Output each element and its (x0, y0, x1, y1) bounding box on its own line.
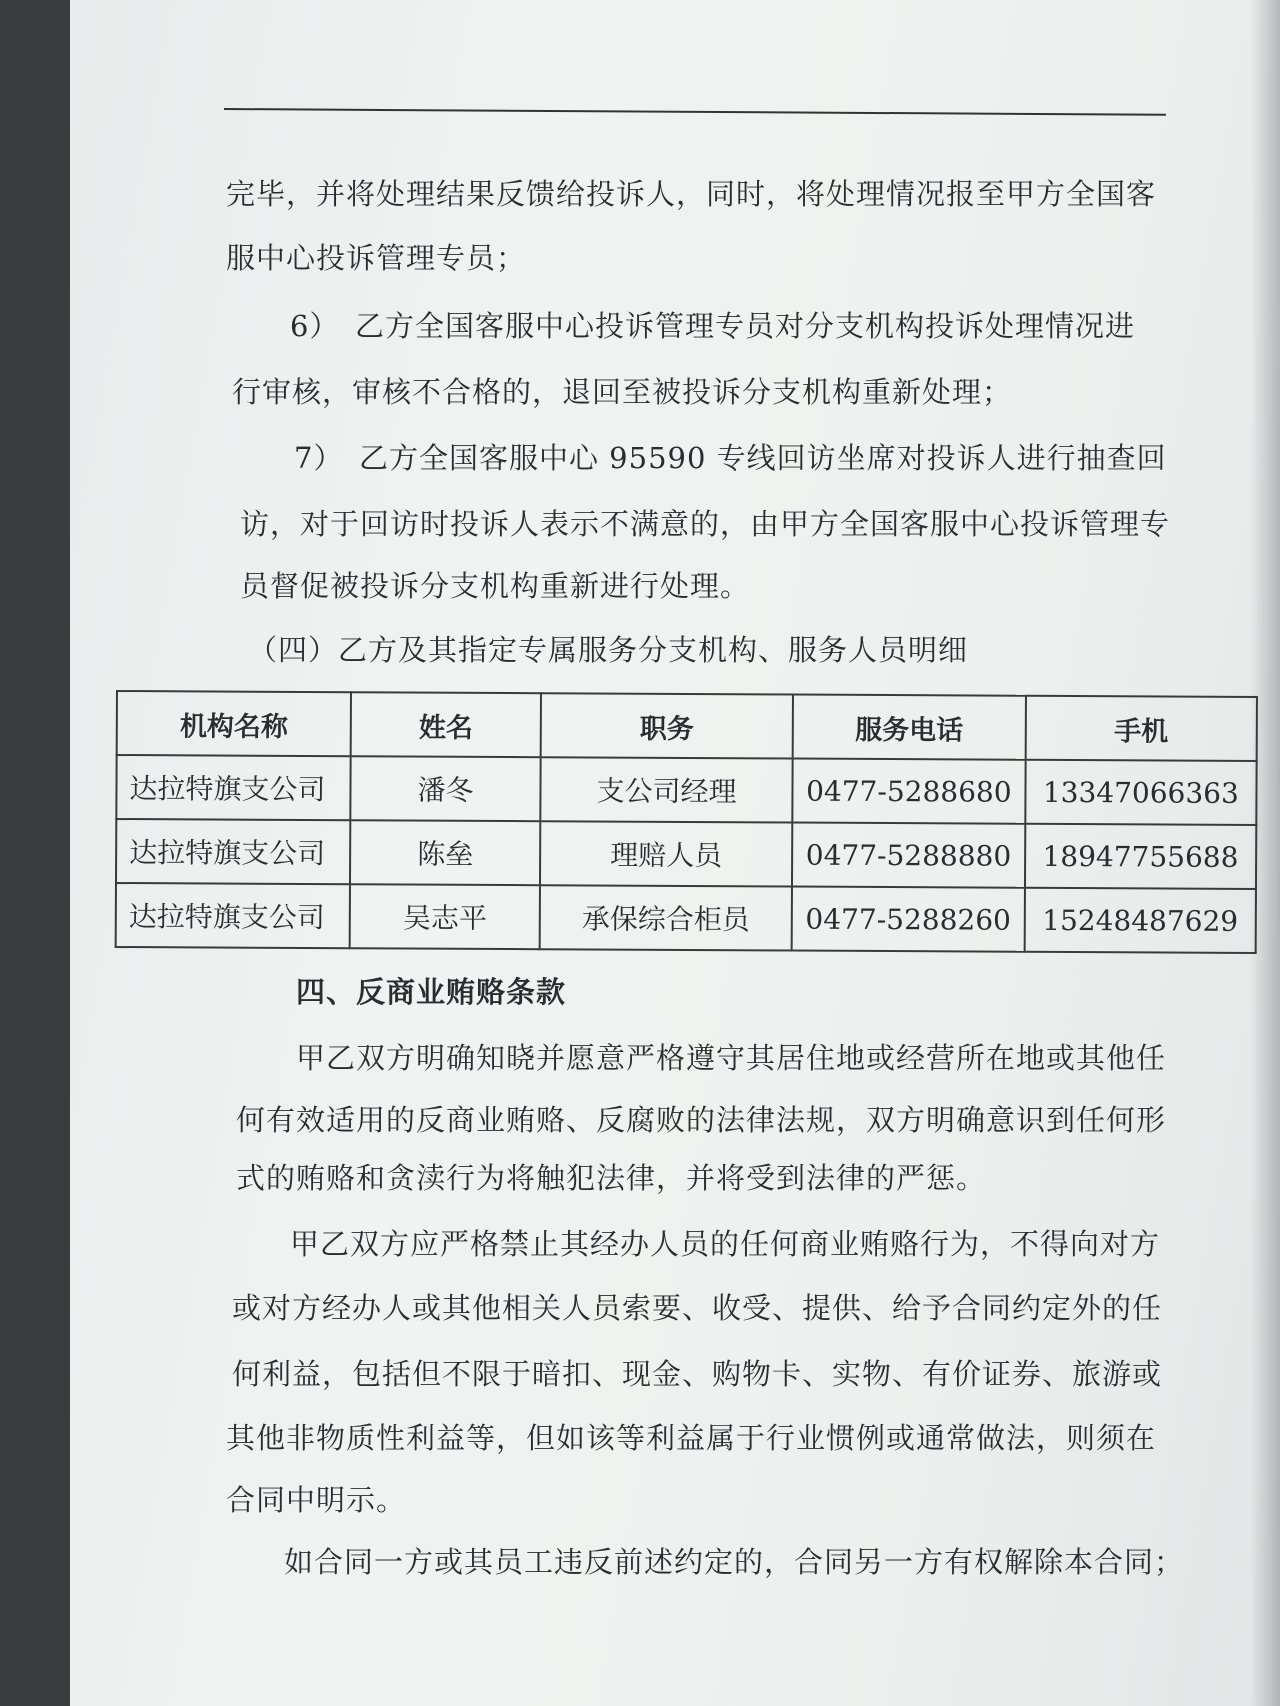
cell-position: 理赔人员 (540, 821, 792, 886)
cell-position: 支公司经理 (540, 757, 792, 822)
paragraph-line: 访，对于回访时投诉人表示不满意的，由甲方全国客服中心投诉管理专 (240, 507, 1171, 541)
cell-name: 吴志平 (350, 884, 540, 949)
cell-name: 陈垒 (350, 820, 540, 885)
cell-mobile: 18947755688 (1025, 824, 1257, 889)
paragraph-line: 式的贿赂和贪渎行为将触犯法律，并将受到法律的严惩。 (236, 1161, 987, 1195)
paragraph-line: 甲乙双方明确知晓并愿意严格遵守其居住地或经营所在地或其他任 (296, 1041, 1167, 1075)
paragraph-line: 或对方经办人或其他相关人员索要、收受、提供、给予合同约定外的任 (232, 1291, 1163, 1325)
table-header-row (117, 691, 1257, 761)
paragraph-line: 其他非物质性利益等，但如该等利益属于行业惯例或通常做法，则须在 (226, 1421, 1157, 1455)
paragraph-line: 7） 乙方全国客服中心 95590 专线回访坐席对投诉人进行抽查回 (294, 441, 1167, 475)
header-org: 机构名称 (117, 691, 352, 756)
header-position: 职务 (541, 693, 793, 758)
paragraph-line: 服中心投诉管理专员； (226, 241, 527, 275)
cell-org: 达拉特旗支公司 (116, 819, 351, 884)
paragraph-line: 何有效适用的反商业贿赂、反腐败的法律法规，双方明确意识到任何形 (236, 1103, 1167, 1137)
cell-position: 承保综合柜员 (540, 885, 792, 950)
section-heading: 四、反商业贿赂条款 (296, 975, 567, 1009)
paragraph-line: 行审核，审核不合格的，退回至被投诉分支机构重新处理； (232, 375, 1013, 409)
paragraph-line: 何利益，包括但不限于暗扣、现金、购物卡、实物、有价证券、旅游或 (232, 1357, 1163, 1391)
cell-mobile: 13347066363 (1025, 760, 1257, 825)
staff-table (115, 690, 1258, 954)
header-service-phone: 服务电话 (793, 695, 1026, 760)
cell-service-phone: 0477-5288880 (792, 823, 1025, 888)
cell-service-phone: 0477-5288680 (792, 759, 1025, 824)
cell-org: 达拉特旗支公司 (116, 755, 351, 820)
paragraph-line: 如合同一方或其员工违反前述约定的，合同另一方有权解除本合同； (284, 1545, 1185, 1579)
table-row (116, 755, 1256, 825)
table-row (116, 819, 1256, 889)
header-name: 姓名 (351, 692, 541, 757)
paragraph-line: 6） 乙方全国客服中心投诉管理专员对分支机构投诉处理情况进 (290, 309, 1135, 343)
paragraph-line: 合同中明示。 (226, 1483, 407, 1517)
paragraph-line: 甲乙双方应严格禁止其经办人员的任何商业贿赂行为，不得向对方 (290, 1227, 1161, 1261)
table-caption: （四）乙方及其指定专属服务分支机构、服务人员明细 (248, 633, 969, 667)
cell-name: 潘冬 (350, 756, 540, 821)
paragraph-line: 员督促被投诉分支机构重新进行处理。 (240, 569, 751, 603)
table-row (116, 883, 1256, 953)
cell-mobile: 15248487629 (1024, 888, 1256, 953)
header-mobile: 手机 (1025, 696, 1257, 761)
cell-service-phone: 0477-5288260 (792, 887, 1025, 952)
cell-org: 达拉特旗支公司 (116, 883, 351, 948)
paragraph-line: 完毕，并将处理结果反馈给投诉人，同时，将处理情况报至甲方全国客 (226, 177, 1157, 211)
